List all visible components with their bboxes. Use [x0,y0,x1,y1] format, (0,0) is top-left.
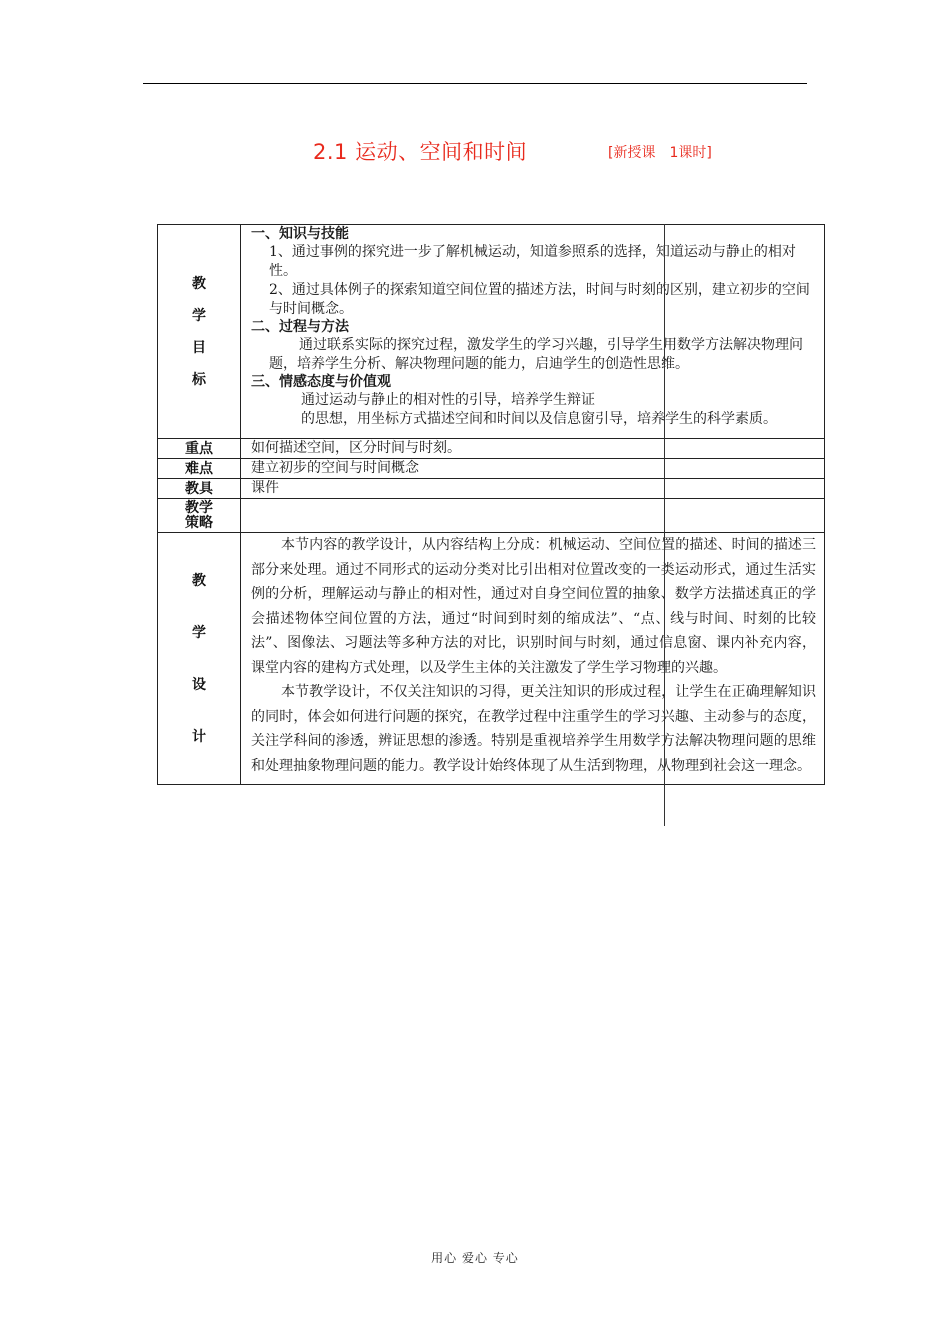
design-paragraph: 本节内容的教学设计，从内容结构上分成：机械运动、空间位置的描述、时间的描述三部分来处理。通过不同形式的运动分类对比引出相对位置改变的一类运动形式，通过生活实例的分析，理解运动与静止的相对性，通过对自身空间位置的抽象、数学方法描述真正的学会描述物体空间位置的方法，通过“时间到时刻的缩成法”、“点、线与时间、时刻的比较法”、图像法、习题法等多种方法的对比，识别时间与时刻，通过信息窗、课内补充内容，课堂内容的建构方式处理，以及学生主体的关注激发了学生学习物理的兴趣。 [251,537,816,676]
objectives-label-char: 标 [192,371,206,388]
attitude-line-2-body: 的思想，用坐标方式描述空间和时间以及信息窗引导，培养学生的科学素质。 [301,411,777,427]
objectives-row [158,225,825,439]
page-title: 2.1 运动、空间和时间 [313,140,528,164]
lesson-type-tag: [新授课 1课时] [608,145,712,161]
design-paragraph: 本节教学设计，不仅关注知识的习得，更关注知识的形成过程，让学生在正确理解知识的同时，体会如何进行问题的探究，在教学过程中注重学生的学习兴趣、主动参与的态度，关注学科间的渗透，辨证思想的渗透。特别是重视培养学生用数学方法解决物理问题的思维和处理抽象物理问题的能力。教学设计始终体现了从生活到物理，从物理到社会这一理念。 [251,684,816,774]
design-label-char: 计 [192,728,206,745]
design-content [241,533,825,785]
design-label-char: 设 [192,676,206,693]
difficulty-row [158,459,825,479]
process-text [251,336,816,374]
attitude-line-1: 通过运动与静止的相对性的引导，培养学生辩证 [301,392,595,408]
attitude-line-2 [251,410,816,429]
objectives-label-char: 教 [192,275,206,292]
design-label-char: 学 [192,624,206,641]
design-row [158,533,825,785]
section-heading-knowledge: 一、知识与技能 [251,226,349,242]
objective-item: 1、通过事例的探究进一步了解机械运动，知道参照系的选择，知道运动与静止的相对性。 [269,244,796,279]
difficulty-label: 难点 [158,459,241,479]
section-heading-process: 二、过程与方法 [251,319,349,335]
tools-row [158,479,825,499]
strategy-row [158,499,825,533]
lesson-plan-table [157,224,825,785]
design-label [158,533,241,785]
key-point-value: 如何描述空间，区分时间与时刻。 [241,439,825,459]
objectives-label-char: 学 [192,307,206,324]
tools-value: 课件 [241,479,825,499]
objectives-content [241,225,825,439]
strategy-label-line: 策略 [185,514,213,531]
key-point-label: 重点 [158,439,241,459]
objectives-label [158,225,241,439]
vertical-rule [664,224,665,826]
page-footer: 用心 爱心 专心 [431,1251,519,1265]
objectives-label-char: 目 [192,339,206,356]
difficulty-value: 建立初步的空间与时间概念 [241,459,825,479]
section-heading-attitude: 三、情感态度与价值观 [251,374,391,390]
strategy-label-line: 教学 [185,499,213,516]
tools-label: 教具 [158,479,241,499]
objective-item: 2、通过具体例子的探索知道空间位置的描述方法，时间与时刻的区别，建立初步的空间与时间概念。 [269,282,810,317]
strategy-value [241,499,825,533]
header-rule [143,83,807,84]
key-point-row [158,439,825,459]
design-label-char: 教 [192,572,206,589]
strategy-label [158,499,241,533]
process-text-body: 通过联系实际的探究过程，激发学生的学习兴趣，引导学生用数学方法解决物理问题，培养学生分析、解决物理问题的能力，启迪学生的创造性思维。 [269,337,803,372]
